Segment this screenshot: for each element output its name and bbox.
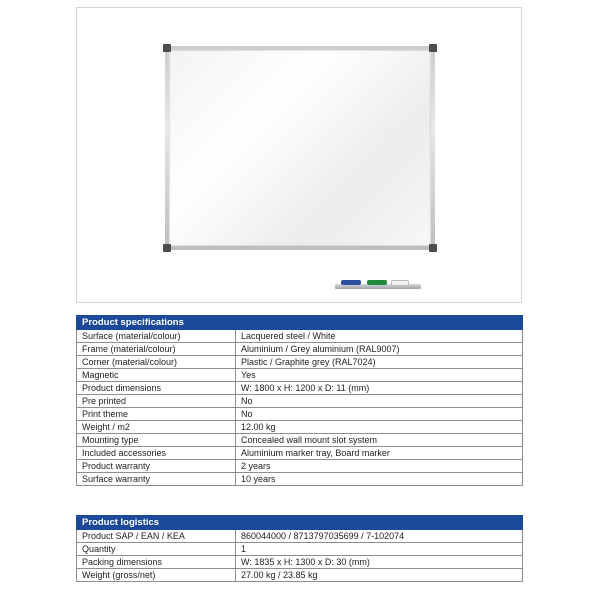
table-row [77, 447, 523, 460]
table-row [77, 543, 523, 556]
spec-label: Included accessories [77, 447, 236, 460]
spec-value: Plastic / Graphite grey (RAL7024) [236, 356, 523, 369]
logistics-label: Product SAP / EAN / KEA [77, 530, 236, 543]
frame-corner [163, 244, 171, 252]
logistics-table [76, 515, 523, 582]
table-row [77, 356, 523, 369]
table-row [77, 382, 523, 395]
spec-value: Lacquered steel / White [236, 330, 523, 343]
table-row [77, 569, 523, 582]
spec-value: No [236, 408, 523, 421]
table-row [77, 530, 523, 543]
spec-label: Product warranty [77, 460, 236, 473]
logistics-value: W: 1835 x H: 1300 x D: 30 (mm) [236, 556, 523, 569]
logistics-heading: Product logistics [77, 516, 523, 530]
table-row [77, 395, 523, 408]
marker-green [367, 280, 387, 285]
logistics-label: Quantity [77, 543, 236, 556]
spec-value: W: 1800 x H: 1200 x D: 11 (mm) [236, 382, 523, 395]
spec-value: 2 years [236, 460, 523, 473]
logistics-value: 860044000 / 8713797035699 / 7-102074 [236, 530, 523, 543]
table-row [77, 330, 523, 343]
frame-corner [163, 44, 171, 52]
logistics-value: 1 [236, 543, 523, 556]
table-row [77, 421, 523, 434]
spec-value: Concealed wall mount slot system [236, 434, 523, 447]
spec-value: Aluminium / Grey aluminium (RAL9007) [236, 343, 523, 356]
spec-value: Yes [236, 369, 523, 382]
spec-label: Weight / m2 [77, 421, 236, 434]
spec-label: Corner (material/colour) [77, 356, 236, 369]
spec-label: Frame (material/colour) [77, 343, 236, 356]
eraser [391, 280, 409, 286]
marker-blue [341, 280, 361, 285]
spec-label: Surface warranty [77, 473, 236, 486]
spec-label: Print theme [77, 408, 236, 421]
frame-corner [429, 44, 437, 52]
spec-value: 10 years [236, 473, 523, 486]
spec-label: Magnetic [77, 369, 236, 382]
specifications-table [76, 315, 523, 486]
table-row [77, 343, 523, 356]
specifications-heading: Product specifications [77, 316, 523, 330]
logistics-label: Weight (gross/net) [77, 569, 236, 582]
table-row [77, 369, 523, 382]
table-row [77, 460, 523, 473]
logistics-value: 27.00 kg / 23.85 kg [236, 569, 523, 582]
spec-label: Pre printed [77, 395, 236, 408]
spec-value: 12.00 kg [236, 421, 523, 434]
spec-label: Mounting type [77, 434, 236, 447]
logistics-label: Packing dimensions [77, 556, 236, 569]
table-row [77, 473, 523, 486]
product-photo [76, 7, 522, 303]
table-row [77, 408, 523, 421]
spec-label: Surface (material/colour) [77, 330, 236, 343]
whiteboard-image [165, 46, 435, 250]
frame-corner [429, 244, 437, 252]
spec-value: No [236, 395, 523, 408]
table-row [77, 434, 523, 447]
whiteboard-surface [169, 50, 431, 246]
spec-label: Product dimensions [77, 382, 236, 395]
spec-value: Aluminium marker tray, Board marker [236, 447, 523, 460]
table-row [77, 556, 523, 569]
